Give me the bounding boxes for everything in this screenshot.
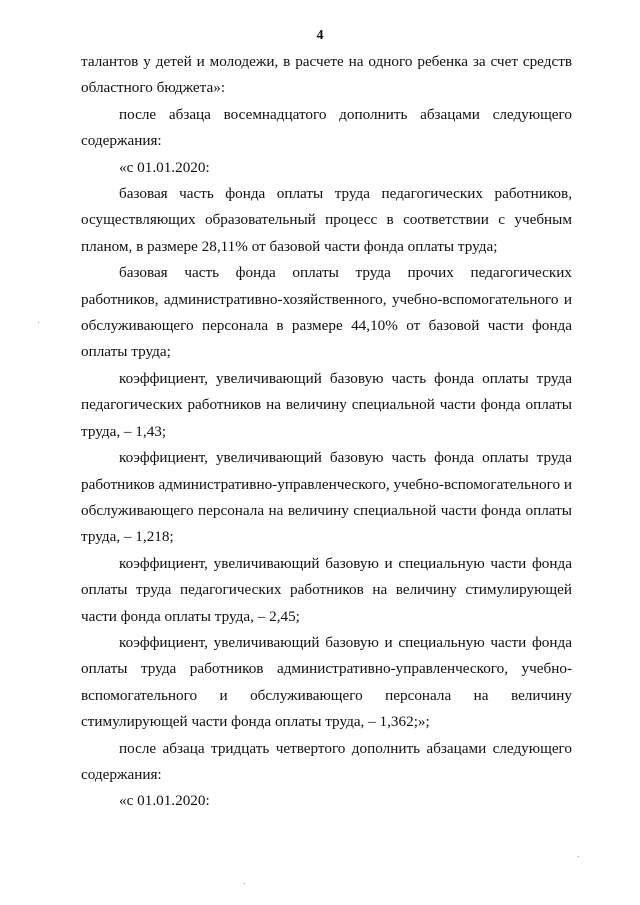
paragraph-amendment-intro: после абзаца восемнадцатого дополнить абзацами следующего содержания: bbox=[81, 105, 572, 150]
paragraph-amendment-intro-2: после абзаца тридцать четвертого дополнить абзацами следующего содержания: bbox=[81, 739, 572, 783]
page-number: 4 bbox=[316, 28, 324, 43]
paragraph-effective-date-2: «с 01.01.2020: bbox=[119, 792, 210, 810]
scan-speck bbox=[244, 883, 245, 884]
paragraph-continuation: талантов у детей и молодежи, в расчете на одного ребенка за счет средств областного бюджета»: bbox=[81, 53, 572, 97]
scan-speck bbox=[578, 856, 579, 857]
paragraph-base-share-other-staff: базовая часть фонда оплаты труда прочих педагогических работников, административно-хозяйственного, учебно-вспомогательного и обслуживающего персонала в размере 44,10% от базовой части фонда оплаты труда; bbox=[81, 264, 572, 361]
paragraph-coefficient-special-admin: коэффициент, увеличивающий базовую часть фонда оплаты труда работников административно-управленческого, учебно-вспомогательного и обслуживающего персонала на величину специальной части фонда оплаты труда, – 1,218; bbox=[81, 449, 572, 546]
paragraph-coefficient-incentive-teachers: коэффициент, увеличивающий базовую и специальную части фонда оплаты труда педагогических работников на величину стимулирующей части фонда оплаты труда, – 2,45; bbox=[81, 554, 572, 625]
paragraph-effective-date: «с 01.01.2020: bbox=[119, 158, 210, 176]
paragraph-coefficient-special-teachers: коэффициент, увеличивающий базовую часть фонда оплаты труда педагогических работников на величину специальной части фонда оплаты труда, – 1,43; bbox=[81, 369, 572, 440]
paragraph-coefficient-incentive-admin: коэффициент, увеличивающий базовую и специальную части фонда оплаты труда работников административно-управленческого, учебно-вспомогательного и обслуживающего персонала на величину стимулирующей части фонда оплаты труда, – 1,362;»; bbox=[81, 633, 572, 731]
scan-speck bbox=[38, 322, 39, 323]
document-body bbox=[81, 49, 572, 815]
paragraph-base-share-teachers: базовая часть фонда оплаты труда педагогических работников, осуществляющих образовательный процесс в соответствии с учебным планом, в размере 28,11% от базовой части фонда оплаты труда; bbox=[81, 185, 572, 255]
